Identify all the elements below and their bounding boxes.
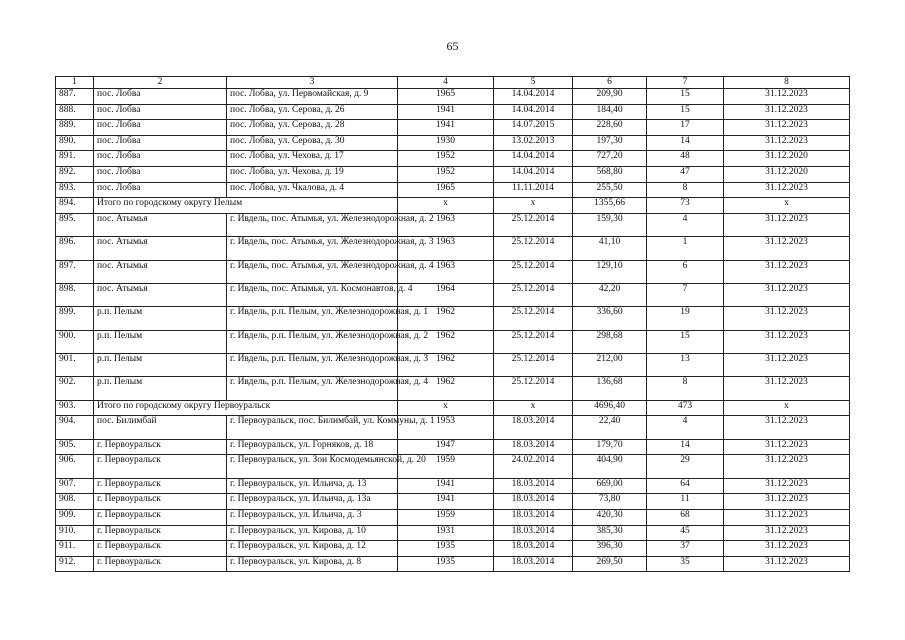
address: г. Первоуральск, ул. Кирова, д. 10 (227, 525, 398, 541)
housing-table (55, 76, 850, 572)
row-number: 897. (56, 260, 94, 283)
date: 14.07.2015 (494, 120, 573, 136)
deadline: 31.12.2023 (724, 182, 850, 198)
deadline: 31.12.2023 (724, 330, 850, 353)
year-built: 1963 (398, 260, 494, 283)
table-row (56, 120, 850, 136)
year-built: 1964 (398, 283, 494, 306)
residents: 48 (647, 151, 724, 167)
address: г. Ивдель, р.п. Пелым, ул. Железнодорожная, д. 1 (227, 307, 398, 330)
row-number: 912. (56, 556, 94, 572)
table-row (56, 283, 850, 306)
residents: 14 (647, 135, 724, 151)
residents: 7 (647, 283, 724, 306)
residents: 19 (647, 307, 724, 330)
year-built: 1941 (398, 494, 494, 510)
area: 129,10 (573, 260, 647, 283)
area: 727,20 (573, 151, 647, 167)
deadline: 31.12.2023 (724, 283, 850, 306)
date: 14.04.2014 (494, 151, 573, 167)
residents: 73 (647, 198, 724, 214)
area: 212,00 (573, 354, 647, 377)
locality: г. Первоуральск (94, 556, 227, 572)
year-built: 1959 (398, 455, 494, 478)
date: x (494, 400, 573, 416)
area: 568,80 (573, 166, 647, 182)
table-row (56, 416, 850, 439)
residents: 68 (647, 510, 724, 526)
address: г. Ивдель, р.п. Пелым, ул. Железнодорожная, д. 4 (227, 377, 398, 400)
row-number: 890. (56, 135, 94, 151)
address: пос. Лобва, ул. Чехова, д. 19 (227, 166, 398, 182)
column-header: 4 (398, 77, 494, 89)
address: г. Первоуральск, ул. Кирова, д. 12 (227, 541, 398, 557)
area: 336,60 (573, 307, 647, 330)
date: 14.04.2014 (494, 104, 573, 120)
residents: 17 (647, 120, 724, 136)
locality: пос. Лобва (94, 135, 227, 151)
date: 25.12.2014 (494, 354, 573, 377)
table-row (56, 455, 850, 478)
year-built: 1930 (398, 135, 494, 151)
deadline: 31.12.2023 (724, 307, 850, 330)
column-header: 6 (573, 77, 647, 89)
area: 669,00 (573, 478, 647, 494)
year-built: 1962 (398, 330, 494, 353)
year-built: 1962 (398, 354, 494, 377)
residents: 14 (647, 439, 724, 455)
row-number: 891. (56, 151, 94, 167)
area: 73,80 (573, 494, 647, 510)
column-header: 8 (724, 77, 850, 89)
year-built: 1941 (398, 478, 494, 494)
row-number: 893. (56, 182, 94, 198)
date: 18.03.2014 (494, 478, 573, 494)
year-built: 1963 (398, 213, 494, 236)
year-built: 1931 (398, 525, 494, 541)
deadline: 31.12.2023 (724, 120, 850, 136)
area: 136,68 (573, 377, 647, 400)
area: 385,30 (573, 525, 647, 541)
locality: р.п. Пелым (94, 307, 227, 330)
row-number: 898. (56, 283, 94, 306)
table-body (56, 89, 850, 572)
locality: пос. Атымья (94, 237, 227, 260)
residents: 45 (647, 525, 724, 541)
date: x (494, 198, 573, 214)
locality: г. Первоуральск (94, 439, 227, 455)
date: 25.12.2014 (494, 260, 573, 283)
locality: пос. Лобва (94, 120, 227, 136)
area: 255,50 (573, 182, 647, 198)
residents: 473 (647, 400, 724, 416)
date: 25.12.2014 (494, 213, 573, 236)
table-row (56, 182, 850, 198)
deadline: 31.12.2023 (724, 354, 850, 377)
row-number: 901. (56, 354, 94, 377)
address: г. Ивдель, р.п. Пелым, ул. Железнодорожная, д. 3 (227, 354, 398, 377)
table-row (56, 166, 850, 182)
address: г. Ивдель, пос. Атымья, ул. Железнодорожная, д. 3 (227, 237, 398, 260)
residents: 8 (647, 377, 724, 400)
address: г. Первоуральск, пос. Билимбай, ул. Коммуны, д. 1 (227, 416, 398, 439)
row-number: 887. (56, 89, 94, 105)
date: 18.03.2014 (494, 541, 573, 557)
row-number: 895. (56, 213, 94, 236)
year-built: 1941 (398, 104, 494, 120)
table-row (56, 525, 850, 541)
area: 42,20 (573, 283, 647, 306)
table-row (56, 330, 850, 353)
deadline: 31.12.2020 (724, 151, 850, 167)
area: 209,90 (573, 89, 647, 105)
year-built: x (398, 198, 494, 214)
row-number: 900. (56, 330, 94, 353)
area: 179,70 (573, 439, 647, 455)
area: 159,30 (573, 213, 647, 236)
address: пос. Лобва, ул. Чкалова, д. 4 (227, 182, 398, 198)
address: пос. Лобва, ул. Серова, д. 26 (227, 104, 398, 120)
locality: г. Первоуральск (94, 525, 227, 541)
column-header: 1 (56, 77, 94, 89)
date: 14.04.2014 (494, 89, 573, 105)
total-label: Итого по городскому округу Первоуральск (94, 400, 398, 416)
locality: г. Первоуральск (94, 478, 227, 494)
table-row (56, 307, 850, 330)
row-number: 902. (56, 377, 94, 400)
date: 18.03.2014 (494, 439, 573, 455)
date: 18.03.2014 (494, 494, 573, 510)
row-number: 905. (56, 439, 94, 455)
residents: 37 (647, 541, 724, 557)
page-number: 65 (446, 39, 459, 53)
table-row (56, 237, 850, 260)
address: г. Ивдель, р.п. Пелым, ул. Железнодорожная, д. 2 (227, 330, 398, 353)
area: 396,30 (573, 541, 647, 557)
residents: 15 (647, 104, 724, 120)
address: пос. Лобва, ул. Серова, д. 28 (227, 120, 398, 136)
area: 420,30 (573, 510, 647, 526)
residents: 29 (647, 455, 724, 478)
year-built: 1941 (398, 120, 494, 136)
row-number: 903. (56, 400, 94, 416)
date: 25.12.2014 (494, 377, 573, 400)
deadline: 31.12.2020 (724, 166, 850, 182)
table-total-row (56, 400, 850, 416)
deadline: 31.12.2023 (724, 260, 850, 283)
locality: р.п. Пелым (94, 330, 227, 353)
table-row (56, 354, 850, 377)
row-number: 896. (56, 237, 94, 260)
deadline: 31.12.2023 (724, 455, 850, 478)
table-row (56, 556, 850, 572)
row-number: 911. (56, 541, 94, 557)
column-number-row (56, 77, 850, 89)
residents: 1 (647, 237, 724, 260)
locality: пос. Лобва (94, 104, 227, 120)
address: пос. Лобва, ул. Первомайская, д. 9 (227, 89, 398, 105)
table-row (56, 151, 850, 167)
year-built: 1953 (398, 416, 494, 439)
area: 269,50 (573, 556, 647, 572)
row-number: 910. (56, 525, 94, 541)
address: г. Первоуральск, ул. Ильича, д. 13 (227, 478, 398, 494)
date: 18.03.2014 (494, 525, 573, 541)
residents: 4 (647, 416, 724, 439)
row-number: 907. (56, 478, 94, 494)
address: г. Ивдель, пос. Атымья, ул. Железнодорожная, д. 2 (227, 213, 398, 236)
column-header: 3 (227, 77, 398, 89)
year-built: 1935 (398, 556, 494, 572)
year-built: 1962 (398, 307, 494, 330)
residents: 6 (647, 260, 724, 283)
table-row (56, 89, 850, 105)
table-row (56, 213, 850, 236)
table-row (56, 377, 850, 400)
residents: 15 (647, 89, 724, 105)
address: г. Первоуральск, ул. Кирова, д. 8 (227, 556, 398, 572)
date: 14.04.2014 (494, 166, 573, 182)
date: 25.12.2014 (494, 237, 573, 260)
table-row (56, 478, 850, 494)
deadline: 31.12.2023 (724, 135, 850, 151)
area: 184,40 (573, 104, 647, 120)
column-header: 5 (494, 77, 573, 89)
table-row (56, 439, 850, 455)
date: 11.11.2014 (494, 182, 573, 198)
locality: пос. Лобва (94, 182, 227, 198)
column-header: 2 (94, 77, 227, 89)
row-number: 889. (56, 120, 94, 136)
area: 197,30 (573, 135, 647, 151)
year-built: 1952 (398, 151, 494, 167)
deadline: 31.12.2023 (724, 478, 850, 494)
row-number: 908. (56, 494, 94, 510)
area: 4696,40 (573, 400, 647, 416)
date: 24.02.2014 (494, 455, 573, 478)
row-number: 909. (56, 510, 94, 526)
date: 25.12.2014 (494, 330, 573, 353)
residents: 15 (647, 330, 724, 353)
deadline: 31.12.2023 (724, 237, 850, 260)
locality: р.п. Пелым (94, 377, 227, 400)
year-built: 1935 (398, 541, 494, 557)
deadline: x (724, 400, 850, 416)
address: пос. Лобва, ул. Чехова, д. 17 (227, 151, 398, 167)
residents: 47 (647, 166, 724, 182)
column-header: 7 (647, 77, 724, 89)
deadline: 31.12.2023 (724, 213, 850, 236)
deadline: x (724, 198, 850, 214)
locality: пос. Лобва (94, 89, 227, 105)
year-built: 1965 (398, 89, 494, 105)
deadline: 31.12.2023 (724, 89, 850, 105)
locality: пос. Атымья (94, 213, 227, 236)
table-row (56, 104, 850, 120)
residents: 64 (647, 478, 724, 494)
row-number: 899. (56, 307, 94, 330)
row-number: 892. (56, 166, 94, 182)
deadline: 31.12.2023 (724, 104, 850, 120)
date: 13.02.2013 (494, 135, 573, 151)
address: г. Ивдель, пос. Атымья, ул. Космонавтов, д. 4 (227, 283, 398, 306)
residents: 4 (647, 213, 724, 236)
date: 18.03.2014 (494, 416, 573, 439)
address: г. Первоуральск, ул. Горняков, д. 18 (227, 439, 398, 455)
area: 22,40 (573, 416, 647, 439)
year-built: 1947 (398, 439, 494, 455)
deadline: 31.12.2023 (724, 525, 850, 541)
date: 25.12.2014 (494, 283, 573, 306)
row-number: 888. (56, 104, 94, 120)
locality: пос. Атымья (94, 283, 227, 306)
table-row (56, 260, 850, 283)
date: 25.12.2014 (494, 307, 573, 330)
year-built: x (398, 400, 494, 416)
table-row (56, 494, 850, 510)
deadline: 31.12.2023 (724, 510, 850, 526)
deadline: 31.12.2023 (724, 439, 850, 455)
table-total-row (56, 198, 850, 214)
total-label: Итого по городскому округу Пелым (94, 198, 398, 214)
area: 41,10 (573, 237, 647, 260)
area: 298,68 (573, 330, 647, 353)
locality: г. Первоуральск (94, 541, 227, 557)
locality: р.п. Пелым (94, 354, 227, 377)
year-built: 1963 (398, 237, 494, 260)
locality: пос. Лобва (94, 151, 227, 167)
locality: пос. Билимбай (94, 416, 227, 439)
table-row (56, 541, 850, 557)
table-row (56, 510, 850, 526)
address: пос. Лобва, ул. Серова, д. 30 (227, 135, 398, 151)
deadline: 31.12.2023 (724, 541, 850, 557)
locality: пос. Лобва (94, 166, 227, 182)
year-built: 1959 (398, 510, 494, 526)
row-number: 894. (56, 198, 94, 214)
residents: 11 (647, 494, 724, 510)
area: 1355,66 (573, 198, 647, 214)
residents: 8 (647, 182, 724, 198)
table-row (56, 135, 850, 151)
date: 18.03.2014 (494, 556, 573, 572)
locality: пос. Атымья (94, 260, 227, 283)
row-number: 906. (56, 455, 94, 478)
deadline: 31.12.2023 (724, 494, 850, 510)
address: г. Ивдель, пос. Атымья, ул. Железнодорожная, д. 4 (227, 260, 398, 283)
year-built: 1952 (398, 166, 494, 182)
address: г. Первоуральск, ул. Ильича, д. 13а (227, 494, 398, 510)
locality: г. Первоуральск (94, 510, 227, 526)
locality: г. Первоуральск (94, 455, 227, 478)
area: 404,90 (573, 455, 647, 478)
deadline: 31.12.2023 (724, 416, 850, 439)
address: г. Первоуральск, ул. Зои Космодемьянской, д. 20 (227, 455, 398, 478)
deadline: 31.12.2023 (724, 377, 850, 400)
locality: г. Первоуральск (94, 494, 227, 510)
deadline: 31.12.2023 (724, 556, 850, 572)
address: г. Первоуральск, ул. Ильича, д. 3 (227, 510, 398, 526)
residents: 35 (647, 556, 724, 572)
row-number: 904. (56, 416, 94, 439)
year-built: 1962 (398, 377, 494, 400)
date: 18.03.2014 (494, 510, 573, 526)
residents: 13 (647, 354, 724, 377)
year-built: 1965 (398, 182, 494, 198)
area: 228,60 (573, 120, 647, 136)
